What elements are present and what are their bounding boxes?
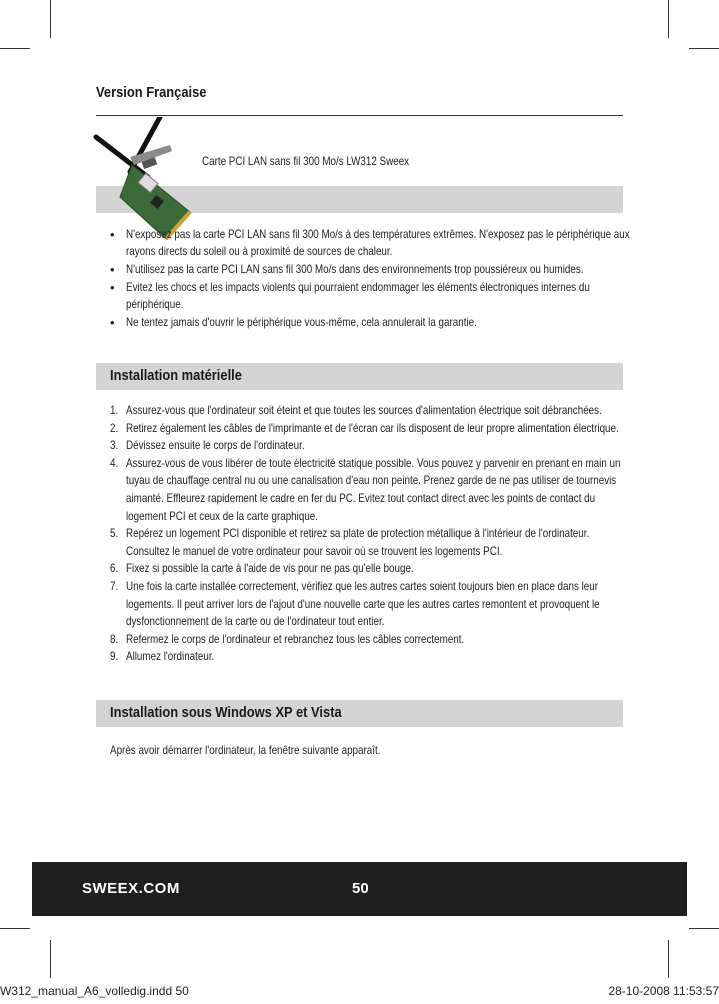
- title-divider: [96, 115, 623, 116]
- section-title: Version Française: [96, 84, 207, 101]
- crop-mark: [689, 928, 719, 929]
- bullet-icon: •: [110, 315, 115, 330]
- crop-mark: [0, 928, 30, 929]
- hardware-heading-band: [96, 363, 623, 390]
- warning-list: [110, 226, 630, 332]
- windows-heading: Installation sous Windows XP et Vista: [110, 704, 342, 721]
- bullet-icon: •: [110, 262, 115, 277]
- crop-mark: [668, 0, 669, 38]
- list-item: 4. Assurez-vous de vous libérer de toute électricité statique possible. Vous pouvez y parvenir en prenant en main un tuyau de chauffage central nu ou une canalisation d'eau non peinte. Prenez garde de ne pas utiliser de tournevis aimanté. Effleurez rapidement le cadre en fer du PC. Evitez tout contact direct avec les points de contact du logement PCI et ceux de la carte graphique.: [110, 455, 621, 523]
- list-item: • Ne tentez jamais d'ouvrir le périphérique vous-même, cela annulerait la garantie.: [110, 315, 477, 330]
- date-slug: 28-10-2008 11:53:57: [608, 984, 719, 998]
- list-item: 9. Allumez l'ordinateur.: [110, 649, 215, 664]
- windows-heading-band: [96, 700, 623, 727]
- list-item: 2. Retirez également les câbles de l'imprimante et de l'écran car ils disposent de leur propre alimentation électrique.: [110, 420, 619, 435]
- hardware-heading: Installation matérielle: [110, 367, 242, 384]
- list-item: • Evitez les chocs et les impacts violents qui pourraient endommager les éléments électroniques internes du périphérique.: [110, 280, 590, 311]
- crop-mark: [50, 0, 51, 38]
- product-caption: Carte PCI LAN sans fil 300 Mo/s LW312 Sweex: [202, 154, 410, 168]
- windows-intro-text: Après avoir démarrer l'ordinateur, la fenêtre suivante apparaît.: [110, 743, 381, 757]
- file-slug: W312_manual_A6_volledig.indd 50: [0, 984, 189, 998]
- footer-brand: SWEEX.COM: [82, 880, 180, 897]
- hardware-steps: [110, 402, 630, 666]
- list-item: 8. Refermez le corps de l'ordinateur et rebranchez tous les câbles correctement.: [110, 631, 465, 646]
- crop-mark: [689, 48, 719, 49]
- list-item: 1. Assurez-vous que l'ordinateur soit éteint et que toutes les sources d'alimentation électrique soit débranchées.: [110, 403, 602, 417]
- footer-bar: [32, 862, 687, 916]
- list-item: • N'exposez pas la carte PCI LAN sans fil 300 Mo/s à des températures extrêmes. N'exposez pas le périphérique aux rayons directs du soleil ou à proximité de sources de chaleur.: [110, 227, 630, 258]
- list-item: 7. Une fois la carte installée correctement, vérifiez que les autres cartes soient toujours bien en place dans leur logements. Il peut arriver lors de l'ajout d'une nouvelle carte que les autres cartes remontent et provoquent le dysfonctionnement de la carte ou de l'ordinateur tout entier.: [110, 578, 600, 629]
- list-item: 6. Fixez si possible la carte à l'aide de vis pour ne pas qu'elle bouge.: [110, 561, 414, 576]
- list-item: 3. Dévissez ensuite le corps de l'ordinateur.: [110, 438, 305, 453]
- crop-mark: [668, 940, 669, 978]
- list-item: • N'utilisez pas la carte PCI LAN sans fil 300 Mo/s dans des environnements trop poussiéreux ou humides.: [110, 262, 584, 277]
- bullet-icon: •: [110, 227, 115, 242]
- bullet-icon: •: [110, 280, 115, 295]
- crop-mark: [0, 48, 30, 49]
- page-number: 50: [352, 880, 369, 897]
- crop-mark: [50, 940, 51, 978]
- list-item: 5. Repérez un logement PCI disponible et retirez sa plate de protection métallique à l'intérieur de l'ordinateur. Consultez le manuel de votre ordinateur pour savoir où se trouvent les logements PCI.: [110, 526, 590, 558]
